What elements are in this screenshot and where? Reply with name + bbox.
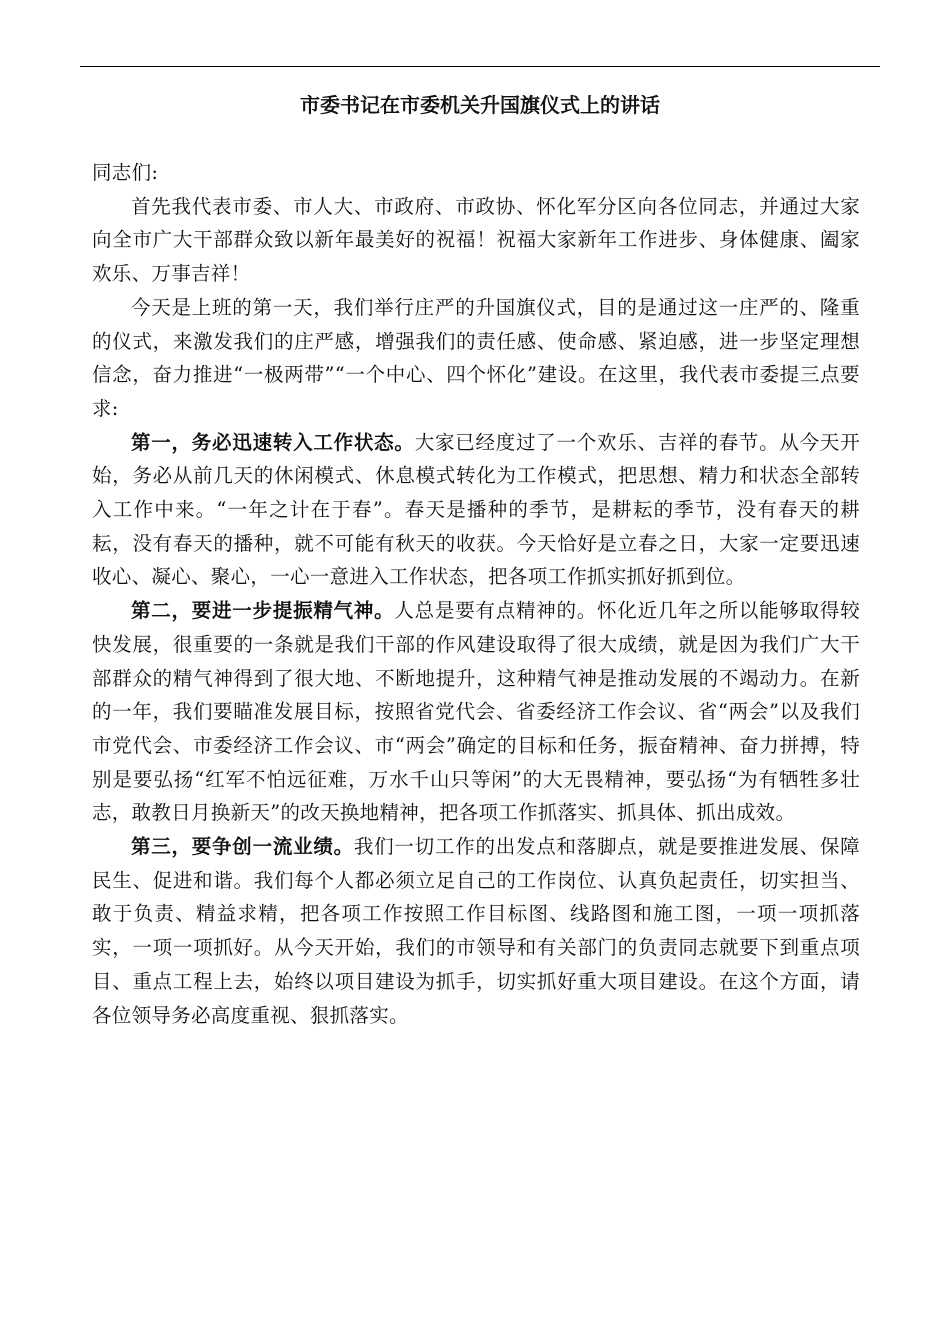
paragraph-lead: 第三，要争创一流业绩。	[131, 835, 354, 859]
paragraph-point-two	[92, 594, 860, 830]
paragraph-point-three	[92, 830, 860, 1032]
salutation: 同志们:	[92, 161, 159, 184]
paragraph-text: 人总是要有点精神的。怀化近几年之所以能够取得较快发展，很重要的一条就是我们干部的作风建设取得了很大成绩，就是因为我们广大干部群众的精气神得到了很大地、不断地提升，这种精气神是推动发展的不竭动力。在新的一年，我们要瞄准发展目标，按照省党代会、省委经济工作会议、省“两会”以及我们市党代会、市委经济工作会议、市“两会”确定的目标和任务，振奋精神、奋力拼搏，特别是要弘扬“红军不怕远征难，万水千山只等闲”的大无畏精神，要弘扬“为有牺牲多壮志，敢教日月换新天”的改天换地精神，把各项工作抓落实、抓具体、抓出成效。	[92, 599, 860, 825]
paragraph-point-one	[92, 426, 860, 595]
document-title: 市委书记在市委机关升国旗仪式上的讲话	[300, 93, 660, 117]
paragraph-greeting	[92, 190, 860, 291]
paragraph-lead: 第一，务必迅速转入工作状态。	[131, 430, 415, 454]
paragraph-text: 首先我代表市委、市人大、市政府、市政协、怀化军分区向各位同志，并通过大家向全市广大干部群众致以新年最美好的祝福！祝福大家新年工作进步、身体健康、阖家欢乐、万事吉祥！	[92, 194, 860, 286]
paragraph-lead: 第二，要进一步提振精气神。	[131, 599, 395, 623]
top-rule	[80, 66, 880, 67]
document-body	[92, 156, 860, 1032]
paragraph-text: 我们一切工作的出发点和落脚点，就是要推进发展、保障民生、促进和谐。我们每个人都必须立足自己的工作岗位、认真负起责任，切实担当、敢于负责、精益求精，把各项工作按照工作目标图、线路图和施工图，一项一项抓落实，一项一项抓好。从今天开始，我们的市领导和有关部门的负责同志就要下到重点项目、重点工程上去，始终以项目建设为抓手，切实抓好重大项目建设。在这个方面，请各位领导务必高度重视、狠抓落实。	[92, 835, 860, 1027]
paragraph-purpose	[92, 291, 860, 426]
paragraph-text: 今天是上班的第一天，我们举行庄严的升国旗仪式，目的是通过这一庄严的、隆重的仪式，来激发我们的庄严感，增强我们的责任感、使命感、紧迫感，进一步坚定理想信念，奋力推进“一极两带”“一个中心、四个怀化”建设。在这里，我代表市委提三点要求:	[92, 295, 860, 420]
paragraph-text: 大家已经度过了一个欢乐、吉祥的春节。从今天开始，务必从前几天的休闲模式、休息模式转化为工作模式，把思想、精力和状态全部转入工作中来。“一年之计在于春”。春天是播种的季节，是耕耘的季节，没有春天的耕耘，没有春天的播种，就不可能有秋天的收获。今天恰好是立春之日，大家一定要迅速收心、凝心、聚心，一心一意进入工作状态，把各项工作抓实抓好抓到位。	[92, 430, 861, 589]
